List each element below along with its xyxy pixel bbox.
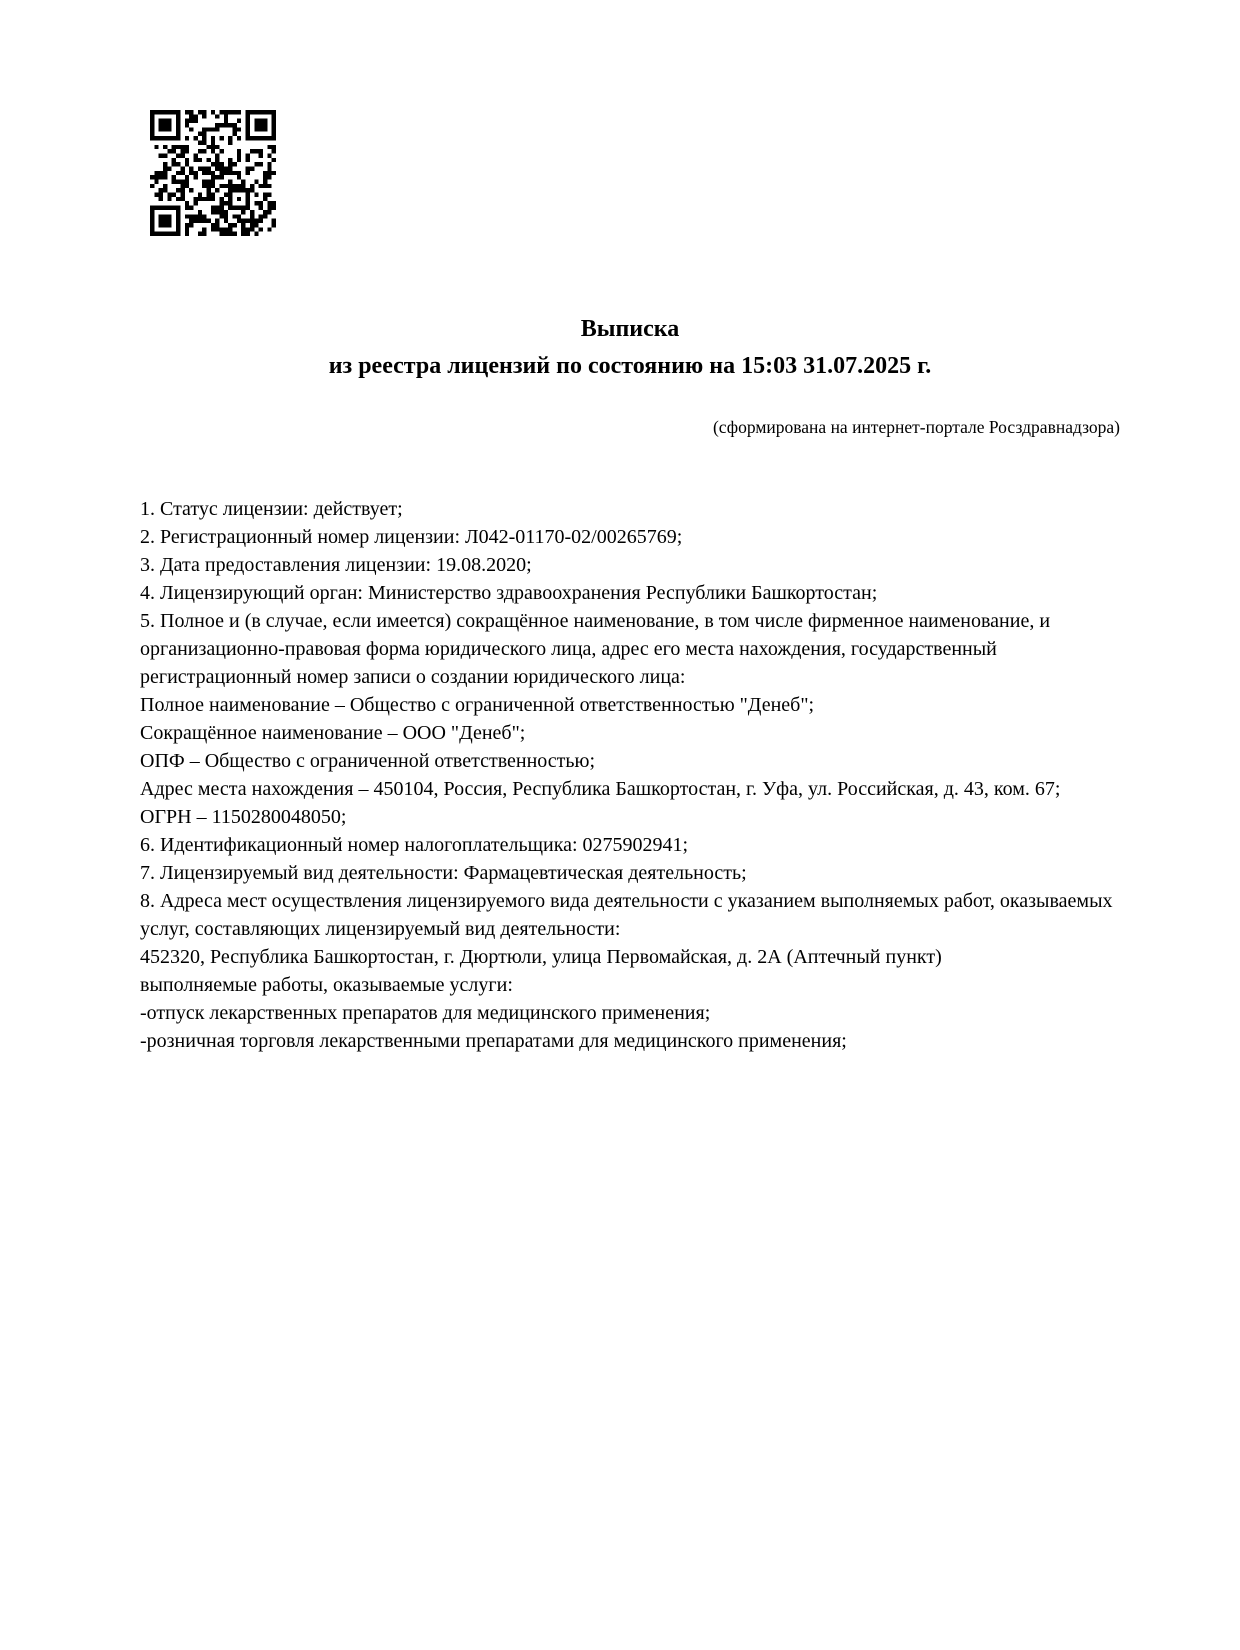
document-title bbox=[140, 311, 1120, 385]
paragraph-entity-naming-intro: 5. Полное и (в случае, если имеется) сокращённое наименование, в том числе фирменное наименование, и организационно-правовая форма юридического лица, адрес его места нахождения, государственный регистрационный номер записи о создании юридического лица: bbox=[140, 610, 1051, 688]
document-body bbox=[140, 495, 1120, 1055]
paragraph-activity-addresses-intro: 8. Адреса мест осуществления лицензируемого вида деятельности с указанием выполняемых работ, оказываемых услуг, составляющих лицензируемый вид деятельности: bbox=[140, 890, 1113, 940]
paragraph-licensed-activity: 7. Лицензируемый вид деятельности: Фармацевтическая деятельность; bbox=[140, 862, 747, 884]
entity-ogrn-line: ОГРН – 1150280048050; bbox=[140, 806, 347, 828]
activity-works-label: выполняемые работы, оказываемые услуги: bbox=[140, 974, 513, 996]
activity-work-item-1: -отпуск лекарственных препаратов для медицинского применения; bbox=[140, 1002, 711, 1024]
paragraph-licensing-authority: 4. Лицензирующий орган: Министерство здравоохранения Республики Башкортостан; bbox=[140, 582, 878, 604]
entity-address-line: Адрес места нахождения – 450104, Россия, Республика Башкортостан, г. Уфа, ул. Российская, д. 43, ком. 67; bbox=[140, 778, 1061, 800]
entity-opf-line: ОПФ – Общество с ограниченной ответственностью; bbox=[140, 750, 596, 772]
paragraph-license-date: 3. Дата предоставления лицензии: 19.08.2020; bbox=[140, 554, 532, 576]
document-title-line-2: из реестра лицензий по состоянию на 15:03 31.07.2025 г. bbox=[328, 353, 932, 379]
entity-full-name-line: Полное наименование – Общество с ограниченной ответственностью "Денеб"; bbox=[140, 694, 815, 716]
paragraph-taxpayer-number: 6. Идентификационный номер налогоплательщика: 0275902941; bbox=[140, 834, 689, 856]
qr-code-icon bbox=[150, 110, 276, 236]
activity-address-line: 452320, Республика Башкортостан, г. Дюртюли, улица Первомайская, д. 2А (Аптечный пункт) bbox=[140, 946, 942, 968]
document-subtitle: (сформирована на интернет-портале Росздравнадзора) bbox=[712, 417, 1120, 437]
qr-code-canvas bbox=[150, 110, 276, 236]
document-title-line-1: Выписка bbox=[580, 316, 680, 342]
activity-work-item-2: -розничная торговля лекарственными препаратами для медицинского применения; bbox=[140, 1030, 847, 1052]
entity-details-block bbox=[140, 691, 1120, 831]
entity-short-name-line: Сокращённое наименование – ООО "Денеб"; bbox=[140, 722, 526, 744]
activity-address-block bbox=[140, 943, 1120, 1055]
paragraph-license-status: 1. Статус лицензии: действует; bbox=[140, 498, 403, 520]
paragraph-registration-number: 2. Регистрационный номер лицензии: Л042-01170-02/00265769; bbox=[140, 526, 683, 548]
